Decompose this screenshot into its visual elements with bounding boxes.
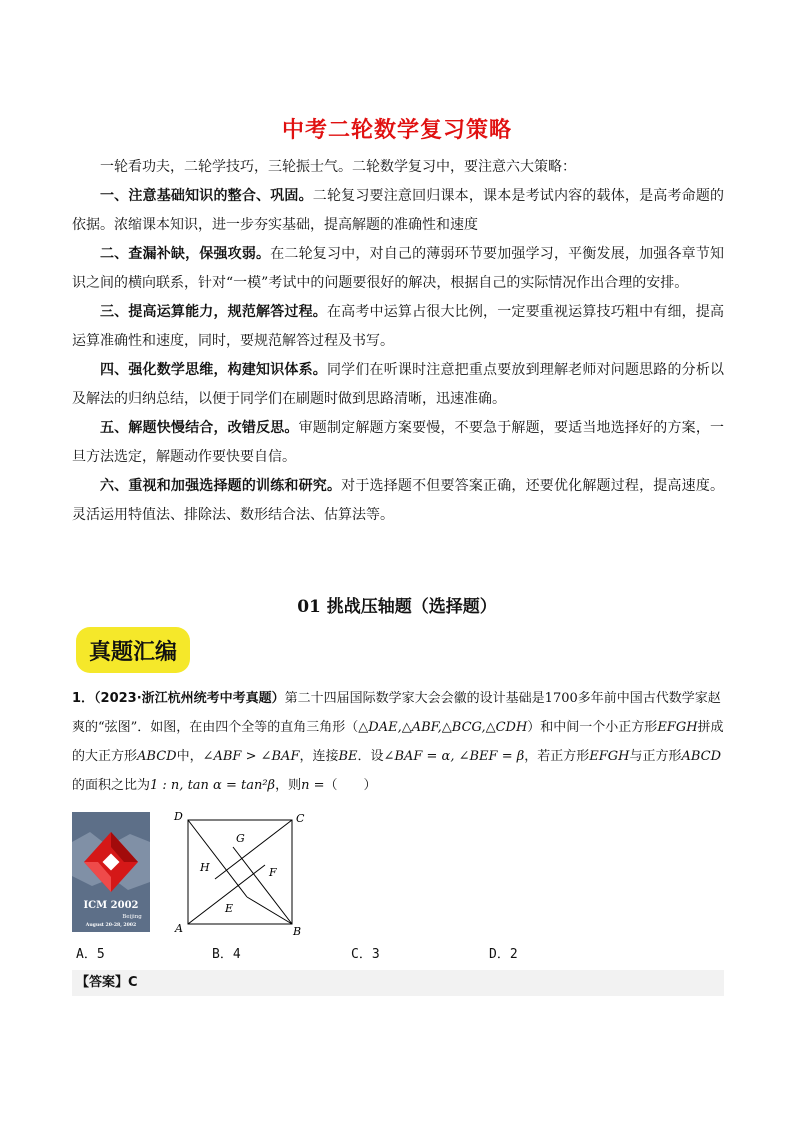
- strategy-text: 审题制定解题方案要慢，不要急于解题，要适当地选择好的方案，一旦方法选定，解题动作要快要自信。: [72, 420, 725, 465]
- strategy-lead: 二、查漏补缺，保强攻弱。: [100, 246, 271, 262]
- math-small-square: EFGH: [657, 720, 698, 735]
- zhao-shuang-chord-diagram: [172, 808, 312, 936]
- strategy-item: [72, 356, 724, 414]
- strategy-item: [72, 414, 724, 472]
- math-triangles: △DAE,△ABF,△BCG,△CDH: [358, 720, 528, 735]
- section-badge: 真题汇编: [76, 627, 190, 673]
- strategy-lead: 六、重视和加强选择题的训练和研究。: [100, 478, 342, 494]
- question-text: 的面积之比为: [72, 778, 151, 793]
- answer-text: 【答案】C: [76, 975, 138, 990]
- question-text: ）和中间一个小正方形: [527, 720, 658, 735]
- math-big-square: ABCD: [137, 749, 177, 764]
- label-h: H: [200, 861, 210, 874]
- strategy-text: 在高考中运算占很大比例，一定要重视运算技巧粗中有细，提高运算准确性和速度，同时，要规范解答过程及书写。: [72, 304, 725, 349]
- question-1: [72, 684, 724, 800]
- question-source: （2023·浙江杭州统考中考真题）: [94, 691, 285, 706]
- option-d[interactable]: D．2: [489, 947, 518, 962]
- question-text: ．设: [357, 749, 384, 764]
- question-text: 与正方形: [629, 749, 682, 764]
- question-text: 第二十四届国际数学家大会会徽的设计基础是1700多年前中国古代数学家赵爽的“弦图”．如图，在由四个全等的直角三角形（: [72, 691, 721, 735]
- line-be: [247, 897, 292, 924]
- label-g: G: [236, 832, 245, 845]
- math-small-square: EFGH: [589, 749, 630, 764]
- option-a[interactable]: A．5: [76, 947, 105, 962]
- math-angle-definition: ∠BAF = α, ∠BEF = β: [383, 749, 525, 764]
- label-b: B: [293, 925, 302, 936]
- label-d: D: [174, 810, 183, 823]
- question-text: 中，: [176, 749, 203, 764]
- strategy-item: [72, 298, 724, 356]
- strategy-lead: 一、注意基础知识的整合、巩固。: [100, 188, 313, 204]
- question-text: 拼成的大正方形: [72, 720, 724, 764]
- strategy-lead: 五、解题快慢结合，改错反思。: [100, 420, 299, 436]
- strategy-text: 同学们在听课时注意把重点要放到理解老师对问题思路的分析以及解法的归纳总结，以便于同学们在刷题时做到思路清晰，迅速准确。: [72, 362, 725, 407]
- label-f: F: [269, 866, 277, 879]
- question-text: ，若正方形: [524, 749, 590, 764]
- math-n: n =: [301, 778, 325, 793]
- page-title: 中考二轮数学复习策略: [281, 118, 512, 143]
- math-angle-condition: ∠ABF > ∠BAF: [202, 749, 300, 764]
- section-title: 01 挑战压轴题（选择题）: [297, 597, 497, 617]
- poster-title: ICM 2002: [83, 900, 139, 911]
- poster-dates: August 20-28, 2002: [85, 923, 137, 928]
- strategy-text: 二轮复习要注意回归课本，课本是考试内容的载体，是高考命题的依据。浓缩课本知识，进一步夯实基础，提高解题的准确性和速度: [72, 188, 725, 233]
- math-segment: BE: [338, 749, 358, 764]
- label-c: C: [296, 812, 305, 825]
- strategy-lead: 四、强化数学思维，构建知识体系。: [100, 362, 327, 378]
- intro-paragraph: 一轮看功夫，二轮学技巧，三轮振士气。二轮数学复习中，要注意六大策略：: [100, 159, 576, 175]
- icm-2002-logo-image: [72, 812, 150, 932]
- strategy-list: [72, 182, 724, 530]
- strategy-text: 对于选择题不但要答案正确，还要优化解题过程，提高速度。灵活运用特值法、排除法、数形结合法、估算法等。: [72, 478, 725, 523]
- label-a: A: [175, 922, 183, 935]
- math-ratio: 1 : n, tan α = tan²β: [150, 778, 276, 793]
- strategy-item: [72, 240, 724, 298]
- answer-bar: [72, 970, 724, 996]
- question-text: ，连接: [299, 749, 339, 764]
- question-text: （ ）: [324, 778, 377, 793]
- question-text: ，则: [275, 778, 302, 793]
- poster-city: Beijing: [122, 914, 142, 920]
- option-c[interactable]: C．3: [351, 947, 380, 962]
- question-number: 1．: [72, 691, 95, 706]
- strategy-lead: 三、提高运算能力，规范解答过程。: [100, 304, 327, 320]
- strategy-item: [72, 472, 724, 530]
- math-big-square: ABCD: [681, 749, 722, 764]
- answer-options: [76, 943, 676, 967]
- strategy-text: 在二轮复习中，对自己的薄弱环节要加强学习，平衡发展，加强各章节知识之间的横向联系，针对“一模”考试中的问题要很好的解决，根据自己的实际情况作出合理的安排。: [72, 246, 724, 291]
- strategy-item: [72, 182, 724, 240]
- option-b[interactable]: B．4: [212, 947, 241, 962]
- label-e: E: [225, 902, 234, 915]
